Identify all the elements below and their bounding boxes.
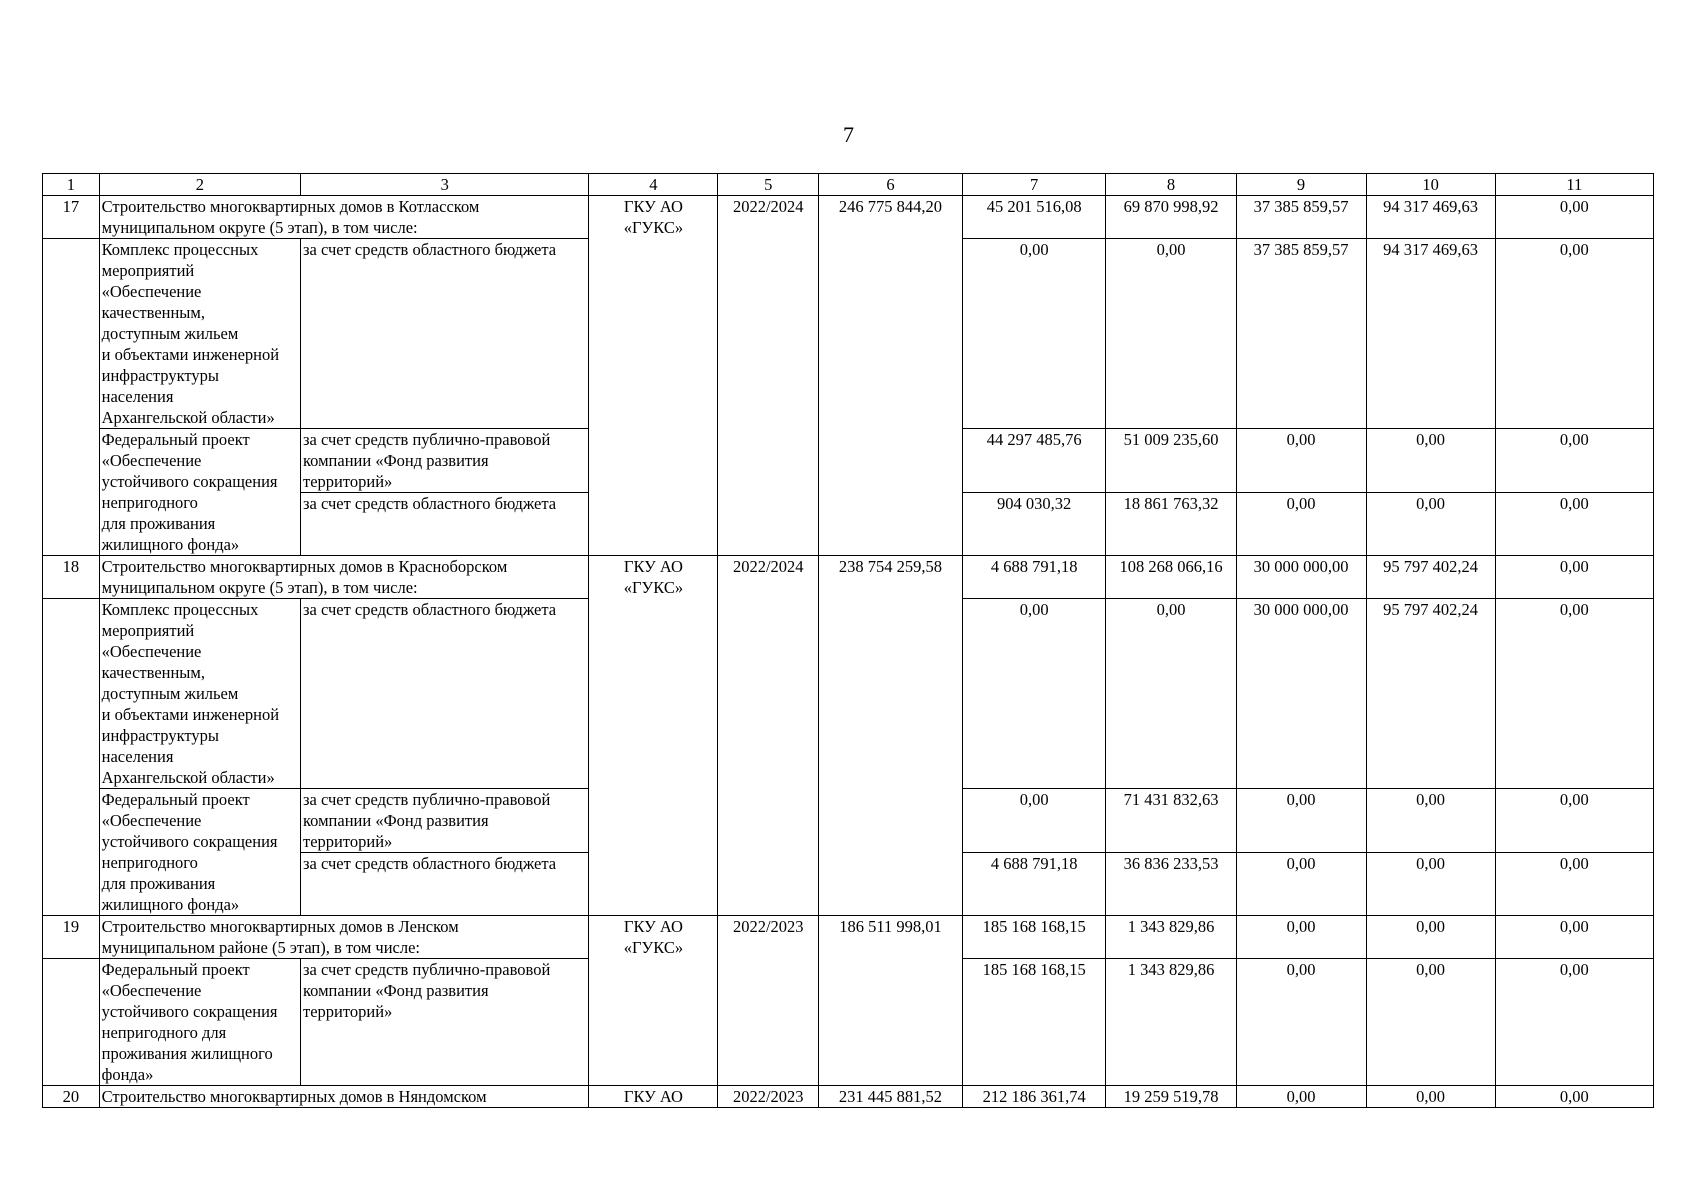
value-cell: 0,00 [1236, 429, 1366, 493]
funding-source: за счет средств публично-правовой компании «Фонд развития территорий» [301, 789, 589, 853]
column-header: 7 [962, 174, 1106, 196]
value-cell: 37 385 859,57 [1236, 196, 1366, 239]
value-cell: 0,00 [1495, 429, 1653, 493]
value-cell: 1 343 829,86 [1106, 916, 1236, 959]
column-header: 3 [301, 174, 589, 196]
value-cell: 95 797 402,24 [1366, 556, 1495, 599]
program-name: Федеральный проект «Обеспечение устойчивого сокращения непригодного для проживания жилищного фонда» [99, 789, 300, 916]
column-header: 4 [589, 174, 718, 196]
value-cell: 0,00 [1495, 493, 1653, 556]
value-cell: 0,00 [962, 789, 1106, 853]
value-cell: 94 317 469,63 [1366, 239, 1495, 429]
value-cell: 0,00 [1366, 853, 1495, 916]
value-cell: 0,00 [1106, 599, 1236, 789]
column-header: 10 [1366, 174, 1495, 196]
value-cell: 44 297 485,76 [962, 429, 1106, 493]
value-cell: 36 836 233,53 [1106, 853, 1236, 916]
value-cell: 0,00 [962, 599, 1106, 789]
program-name: Комплекс процессных мероприятий «Обеспечение качественным, доступным жильем и объектами инженерной инфраструктуры населения Архангельской области» [99, 239, 300, 429]
row-number: 19 [43, 916, 100, 959]
value-cell: 0,00 [1106, 239, 1236, 429]
row-number: 17 [43, 196, 100, 239]
value-cell: 30 000 000,00 [1236, 599, 1366, 789]
page-number: 7 [843, 122, 854, 147]
total-cell: 186 511 998,01 [819, 916, 963, 1086]
value-cell: 95 797 402,24 [1366, 599, 1495, 789]
column-header: 6 [819, 174, 963, 196]
value-cell: 1 343 829,86 [1106, 959, 1236, 1086]
value-cell: 0,00 [1495, 853, 1653, 916]
column-numbers-row [43, 174, 1654, 196]
value-cell: 0,00 [1236, 789, 1366, 853]
value-cell: 37 385 859,57 [1236, 239, 1366, 429]
column-header: 11 [1495, 174, 1653, 196]
value-cell: 185 168 168,15 [962, 916, 1106, 959]
value-cell: 0,00 [1366, 1086, 1495, 1108]
value-cell: 4 688 791,18 [962, 853, 1106, 916]
value-cell: 212 186 361,74 [962, 1086, 1106, 1108]
value-cell: 0,00 [1495, 556, 1653, 599]
funding-source: за счет средств областного бюджета [301, 239, 589, 429]
executor-cell: ГКУ АО «ГУКС» [589, 916, 718, 1086]
value-cell: 185 168 168,15 [962, 959, 1106, 1086]
table-row [43, 196, 1654, 239]
row-title: Строительство многоквартирных домов в Котласском муниципальном округе (5 этап), в том числе: [99, 196, 589, 239]
column-header: 5 [718, 174, 819, 196]
period-cell: 2022/2024 [718, 556, 819, 916]
table-row [43, 1086, 1654, 1108]
program-name: Федеральный проект «Обеспечение устойчивого сокращения непригодного для проживания жилищного фонда» [99, 959, 300, 1086]
total-cell: 238 754 259,58 [819, 556, 963, 916]
total-cell: 231 445 881,52 [819, 1086, 963, 1108]
program-name: Федеральный проект «Обеспечение устойчивого сокращения непригодного для проживания жилищного фонда» [99, 429, 300, 556]
value-cell: 51 009 235,60 [1106, 429, 1236, 493]
row-title: Строительство многоквартирных домов в Красноборском муниципальном округе (5 этап), в том числе: [99, 556, 589, 599]
table-row [43, 916, 1654, 959]
value-cell: 0,00 [1495, 196, 1653, 239]
funding-source: за счет средств публично-правовой компании «Фонд развития территорий» [301, 959, 589, 1086]
value-cell: 904 030,32 [962, 493, 1106, 556]
executor-cell: ГКУ АО [589, 1086, 718, 1108]
row-title: Строительство многоквартирных домов в Ленском муниципальном районе (5 этап), в том числе: [99, 916, 589, 959]
program-name: Комплекс процессных мероприятий «Обеспечение качественным, доступным жильем и объектами инженерной инфраструктуры населения Архангельской области» [99, 599, 300, 789]
period-cell: 2022/2023 [718, 1086, 819, 1108]
value-cell: 0,00 [1366, 916, 1495, 959]
value-cell: 0,00 [1236, 959, 1366, 1086]
value-cell: 0,00 [1366, 959, 1495, 1086]
value-cell: 94 317 469,63 [1366, 196, 1495, 239]
column-header: 2 [99, 174, 300, 196]
row-number-empty [43, 239, 100, 556]
value-cell: 0,00 [1366, 429, 1495, 493]
total-cell: 246 775 844,20 [819, 196, 963, 556]
value-cell: 0,00 [1366, 493, 1495, 556]
value-cell: 4 688 791,18 [962, 556, 1106, 599]
executor-cell: ГКУ АО «ГУКС» [589, 196, 718, 556]
value-cell: 0,00 [1495, 789, 1653, 853]
column-header: 1 [43, 174, 100, 196]
funding-source: за счет средств публично-правовой компании «Фонд развития территорий» [301, 429, 589, 493]
value-cell: 0,00 [1495, 916, 1653, 959]
value-cell: 0,00 [1236, 916, 1366, 959]
executor-cell: ГКУ АО «ГУКС» [589, 556, 718, 916]
value-cell: 0,00 [962, 239, 1106, 429]
value-cell: 0,00 [1236, 853, 1366, 916]
column-header: 8 [1106, 174, 1236, 196]
value-cell: 69 870 998,92 [1106, 196, 1236, 239]
value-cell: 0,00 [1236, 493, 1366, 556]
value-cell: 71 431 832,63 [1106, 789, 1236, 853]
row-number: 20 [43, 1086, 100, 1108]
funding-source: за счет средств областного бюджета [301, 853, 589, 916]
value-cell: 30 000 000,00 [1236, 556, 1366, 599]
row-title: Строительство многоквартирных домов в Няндомском [99, 1086, 589, 1108]
value-cell: 0,00 [1495, 599, 1653, 789]
value-cell: 108 268 066,16 [1106, 556, 1236, 599]
funding-source: за счет средств областного бюджета [301, 599, 589, 789]
value-cell: 0,00 [1495, 1086, 1653, 1108]
column-header: 9 [1236, 174, 1366, 196]
table-row [43, 556, 1654, 599]
row-number-empty [43, 959, 100, 1086]
period-cell: 2022/2023 [718, 916, 819, 1086]
value-cell: 45 201 516,08 [962, 196, 1106, 239]
value-cell: 0,00 [1366, 789, 1495, 853]
value-cell: 19 259 519,78 [1106, 1086, 1236, 1108]
budget-table [42, 173, 1654, 1108]
row-number: 18 [43, 556, 100, 599]
funding-source: за счет средств областного бюджета [301, 493, 589, 556]
value-cell: 0,00 [1495, 959, 1653, 1086]
period-cell: 2022/2024 [718, 196, 819, 556]
row-number-empty [43, 599, 100, 916]
value-cell: 0,00 [1236, 1086, 1366, 1108]
value-cell: 0,00 [1495, 239, 1653, 429]
value-cell: 18 861 763,32 [1106, 493, 1236, 556]
